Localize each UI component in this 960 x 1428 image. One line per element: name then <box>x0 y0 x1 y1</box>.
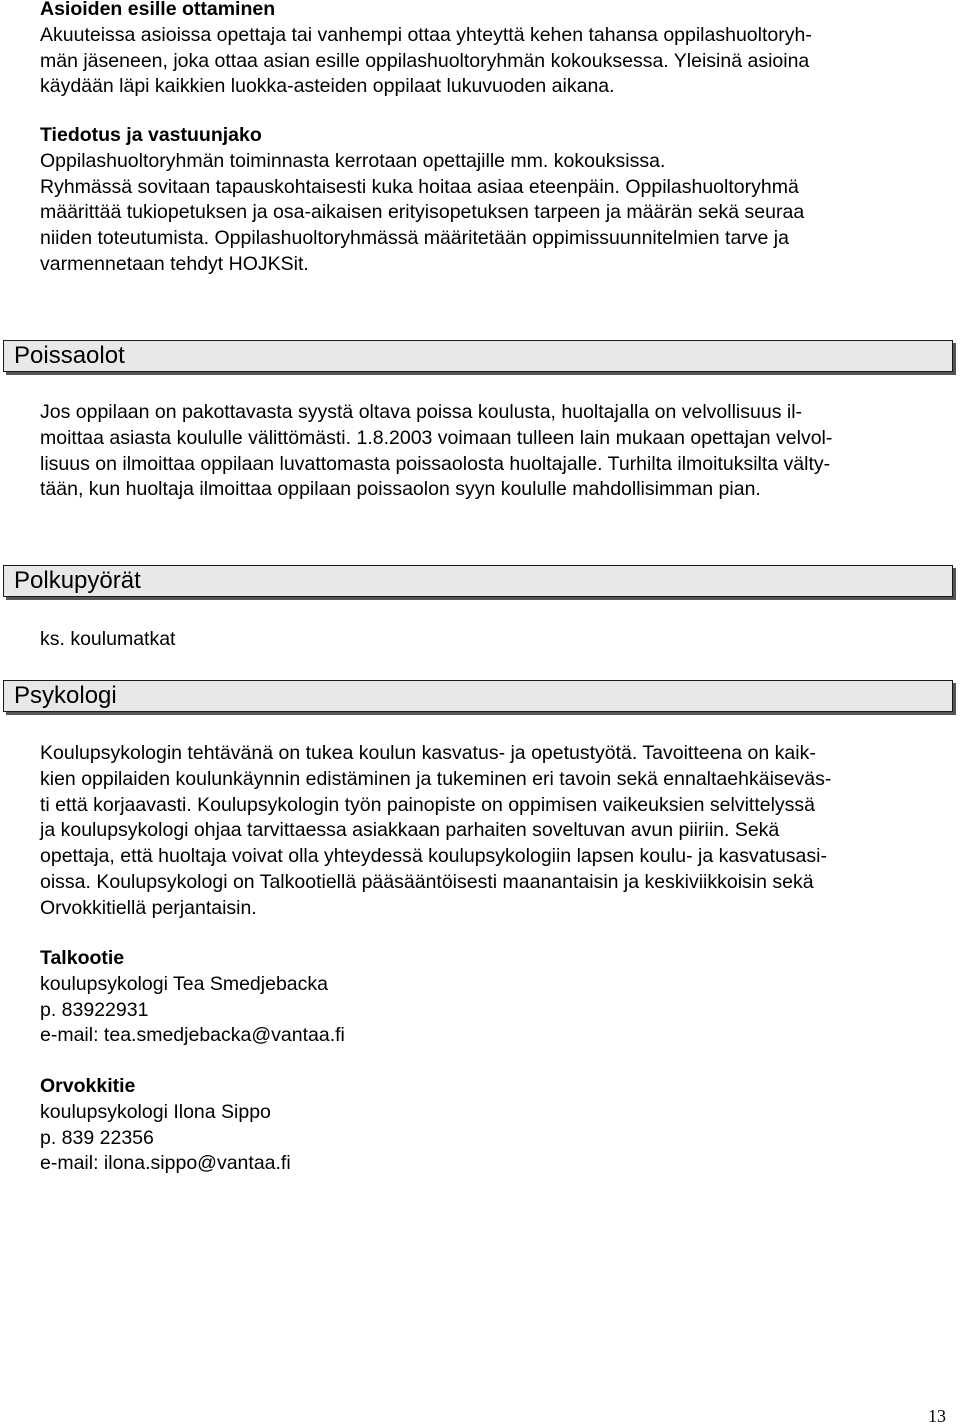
contact-phone: p. 83922931 <box>40 998 149 1021</box>
paragraph-line: lisuus on ilmoittaa oppilaan luvattomasta poissaolosta huoltajalle. Turhilta ilmoituksilta välty- <box>40 452 831 475</box>
heading-poissaolot: Poissaolot <box>3 340 953 372</box>
contact-talkootie <box>40 946 930 1049</box>
paragraph-line: niiden toteutumista. Oppilashuoltoryhmässä määritetään oppimissuunnitelmien tarve ja <box>40 227 789 250</box>
paragraph-line: kien oppilaiden koulunkäynnin edistäminen ja tukeminen eri tavoin sekä ennaltaehkäiseväs- <box>40 767 832 790</box>
paragraph-line: Oppilashuoltoryhmän toiminnasta kerrotaan opettajille mm. kokouksissa. <box>40 149 666 172</box>
contact-name: koulupsykologi Tea Smedjebacka <box>40 972 328 995</box>
paragraph-line: Jos oppilaan on pakottavasta syystä oltava poissa koulusta, huoltajalla on velvollisuus il- <box>40 401 803 423</box>
paragraph-line: varmennetaan tehdyt HOJKSit. <box>40 252 309 275</box>
section-psykologi <box>40 741 930 922</box>
paragraph-line: moittaa asiasta koululle välittömästi. 1.8.2003 voimaan tulleen lain mukaan opettajan velvol- <box>40 426 833 449</box>
heading-psykologi: Psykologi <box>3 680 953 712</box>
section-polkupyorat <box>40 627 930 653</box>
subheading-tiedotus: Tiedotus ja vastuunjako <box>40 124 262 146</box>
cross-reference: ks. koulumatkat <box>40 628 176 650</box>
paragraph-line: oissa. Koulupsykologi on Talkootiellä pääsääntöisesti maanantaisin ja keskiviikkoisin sekä <box>40 870 814 893</box>
contact-email: e-mail: tea.smedjebacka@vantaa.fi <box>40 1024 345 1047</box>
paragraph-line: käydään läpi kaikkien luokka-asteiden oppilaat lukuvuoden aikana. <box>40 75 615 98</box>
page-number: 13 <box>928 1406 946 1426</box>
section-poissaolot <box>40 400 930 503</box>
paragraph-line: Koulupsykologin tehtävänä on tukea koulun kasvatus- ja opetustyötä. Tavoitteena on kaik- <box>40 742 816 764</box>
paragraph-line: Ryhmässä sovitaan tapauskohtaisesti kuka hoitaa asiaa eteenpäin. Oppilashuoltoryhmä <box>40 175 799 198</box>
section-asioiden <box>40 0 930 100</box>
heading-polkupyorat: Polkupyörät <box>3 565 953 597</box>
subheading-asioiden: Asioiden esille ottaminen <box>40 0 276 20</box>
contact-name: koulupsykologi Ilona Sippo <box>40 1100 271 1123</box>
contact-orvokkitie <box>40 1074 930 1177</box>
paragraph-line: ja koulupsykologi ohjaa tarvittaessa asiakkaan parhaiten soveltuvan avun piiriin. Sekä <box>40 819 780 842</box>
paragraph-line: Orvokkitiellä perjantaisin. <box>40 896 257 919</box>
paragraph-line: män jäseneen, joka ottaa asian esille oppilashuoltoryhmän kokouksessa. Yleisinä asioina <box>40 49 810 72</box>
section-tiedotus <box>40 123 930 278</box>
contact-email: e-mail: ilona.sippo@vantaa.fi <box>40 1152 291 1175</box>
paragraph-line: Akuuteissa asioissa opettaja tai vanhempi ottaa yhteyttä kehen tahansa oppilashuoltoryh- <box>40 23 812 46</box>
paragraph-line: ti että korjaavasti. Koulupsykologin työn painopiste on oppimisen vaikeuksien selvittelyssä <box>40 793 816 816</box>
contact-phone: p. 839 22356 <box>40 1126 154 1149</box>
paragraph-line: määrittää tukiopetuksen ja osa-aikaisen erityisopetuksen tarpeen ja määrän sekä seuraa <box>40 201 805 224</box>
paragraph-line: tään, kun huoltaja ilmoittaa oppilaan poissaolon syyn koululle mahdollisimman pian. <box>40 478 761 501</box>
contact-location: Talkootie <box>40 947 125 969</box>
contact-location: Orvokkitie <box>40 1075 136 1097</box>
paragraph-line: opettaja, että huoltaja voivat olla yhteydessä koulupsykologiin lapsen koulu- ja kasvatusasi- <box>40 845 827 868</box>
